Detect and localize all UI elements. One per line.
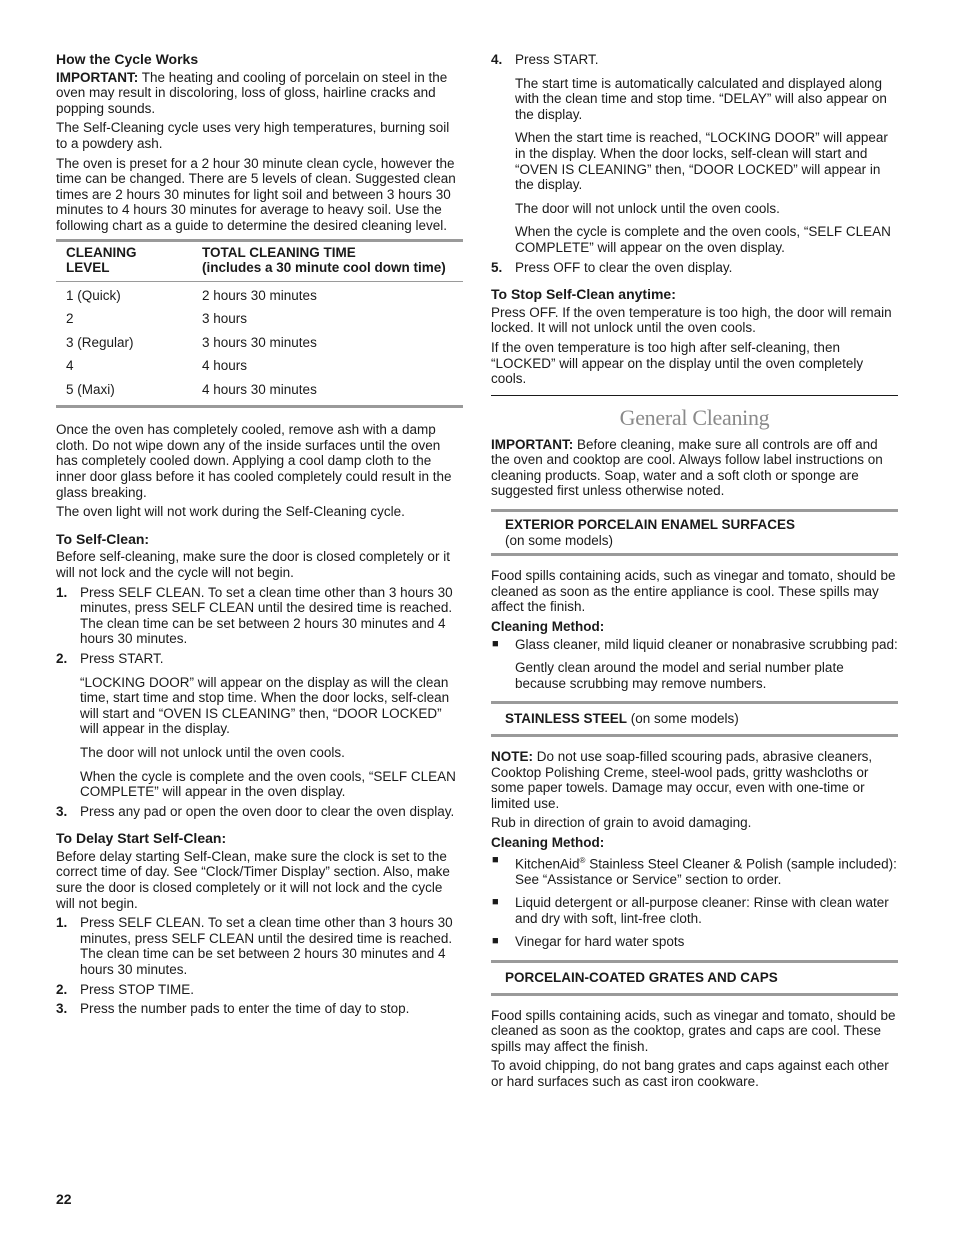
square-bullet-icon: ■ — [492, 935, 499, 948]
level-cell: 3 (Regular) — [66, 334, 134, 350]
table-row — [56, 378, 463, 407]
step-text: The door will not unlock until the oven cools. — [515, 200, 780, 216]
exterior-paragraph: Food spills containing acids, such as vinegar and tomato, should be cleaned as soon as the entire appliance is cool. These spills may affect the finish. — [491, 568, 896, 615]
step-item — [56, 915, 463, 977]
step-text: Press any pad or open the oven door to clear the oven display. — [80, 803, 455, 819]
step-text: Press START. — [80, 650, 164, 666]
list-item: ■ Liquid detergent or all-purpose cleaner: Rinse with clean water and dry with soft, lint-free cloth. — [492, 895, 889, 926]
step-text: Press START. — [515, 52, 599, 67]
level-cell: 4 — [66, 358, 74, 374]
delay-start-steps — [56, 915, 463, 1017]
step-item — [56, 804, 463, 820]
step-text: The start time is automatically calculated and displayed along with the clean time and stop time. “DELAY” will also appear on the display. — [515, 75, 887, 122]
time-cell: 3 hours 30 minutes — [202, 334, 317, 350]
step-item — [56, 585, 463, 647]
step-item — [56, 651, 463, 800]
left-column — [56, 52, 463, 1021]
cleaning-method-label-2: Cleaning Method: — [491, 834, 605, 850]
step-text: When the start time is reached, “LOCKING DOOR” will appear in the display. When the door locks, self-clean will start and “OVEN IS CLEANING” then, “DOOR LOCKED” will appear in the display. — [515, 130, 888, 193]
step-number: 1. — [56, 915, 68, 931]
table-header-row — [56, 240, 463, 281]
step-text: Press the number pads to enter the time of day to stop. — [80, 1001, 410, 1017]
table-row — [56, 307, 463, 331]
square-bullet-icon: ■ — [492, 896, 499, 909]
how-cycle-works-heading: How the Cycle Works — [56, 51, 199, 67]
step-text: Press SELF CLEAN. To set a clean time other than 3 hours 30 minutes, press SELF CLEAN until the desired time is reached. The clean time can be set between 2 hours 30 minutes and 4 hours 30 minutes. — [80, 915, 453, 978]
list-item-text: Glass cleaner, mild liquid cleaner or nonabrasive scrubbing pad: — [515, 636, 898, 652]
stop-paragraph-2: If the oven temperature is too high after self-cleaning, then “LOCKED” will appear on the display until the oven completely cools. — [491, 339, 864, 387]
step-item — [56, 982, 463, 998]
general-cleaning-title: General Cleaning — [619, 404, 770, 430]
time-cell: 2 hours 30 minutes — [202, 287, 317, 303]
important-note: IMPORTANT: The heating and cooling of porcelain on steel in the oven may result in discoloring, loss of gloss, hairline cracks and popping sounds. — [56, 69, 448, 116]
stop-paragraph-1: Press OFF. If the oven temperature is too high, the door will remain locked. It will not unlock until the oven cools. — [491, 304, 892, 336]
step-text: “LOCKING DOOR” will appear on the display as will the clean time, start time and stop time. When the door locks, self-clean will start and “OVEN IS CLEANING” then, “DOOR LOCKED” will appear in the display. — [80, 674, 450, 737]
level-cell: 2 — [66, 311, 74, 327]
time-cell: 3 hours — [202, 311, 248, 327]
table-body — [56, 281, 463, 407]
step-number: 4. — [491, 52, 503, 67]
time-cell: 4 hours 30 minutes — [202, 381, 317, 397]
oven-light-note: The oven light will not work during the Self-Cleaning cycle. — [56, 504, 405, 520]
column-header-time: TOTAL CLEANING TIME (includes a 30 minute cool down time) — [202, 240, 463, 281]
stainless-steel-heading: STAINLESS STEEL — [505, 711, 628, 727]
square-bullet-icon: ■ — [492, 637, 499, 650]
step-number: 2. — [56, 650, 68, 666]
grates-heading: PORCELAIN-COATED GRATES AND CAPS — [505, 970, 778, 986]
section-divider — [491, 395, 898, 396]
exterior-porcelain-subheading: (on some models) — [505, 532, 614, 548]
stainless-steel-subheading: (on some models) — [627, 711, 739, 727]
self-clean-steps — [56, 585, 463, 820]
square-bullet-icon: ■ — [492, 853, 499, 866]
self-clean-intro: Before self-cleaning, make sure the door is closed completely or it will not lock and the cycle will not begin. — [56, 549, 450, 580]
right-column — [491, 52, 898, 1094]
column-header-level: CLEANING LEVEL — [56, 240, 202, 281]
stainless-steel-band — [491, 701, 898, 737]
list-item: ■ KitchenAid® Stainless Steel Cleaner & Polish (sample included): See “Assistance or Service” section to order. — [492, 853, 897, 887]
step-text: When the cycle is complete and the oven cools, “SELF CLEAN COMPLETE” will appear in the oven display. — [80, 768, 456, 800]
page-number: 22 — [56, 1191, 72, 1207]
stop-self-clean-heading: To Stop Self-Clean anytime: — [491, 286, 676, 303]
level-cell: 5 (Maxi) — [66, 381, 115, 397]
cycle-paragraph-2: The oven is preset for a 2 hour 30 minute clean cycle, however the time can be changed. There are 5 levels of clean. Suggested clean times are 2 hours 30 minutes for light soil and between 3 hours 30 minutes to 4 hours 30 minutes for average to heavy soil. Use the following chart as a guide to determine the desired cleaning level. — [56, 155, 456, 233]
self-clean-heading: To Self-Clean: — [56, 530, 150, 547]
step-number: 5. — [491, 259, 503, 275]
list-item — [491, 637, 898, 692]
list-item-text: Gently clean around the model and serial number plate because scrubbing may remove numbers. — [515, 660, 844, 691]
time-cell: 4 hours — [202, 358, 248, 374]
exterior-porcelain-band — [491, 509, 898, 556]
step-text: Press SELF CLEAN. To set a clean time other than 3 hours 30 minutes, press SELF CLEAN until the desired time is reached. The clean time can be set between 2 hours 30 minutes and 4 hours 30 minutes. — [80, 584, 453, 647]
table-row — [56, 281, 463, 307]
general-important-note: IMPORTANT: Before cleaning, make sure all controls are off and the oven and cooktop are cool. Always follow label instructions on cleaning products. Soap, water and a soft cloth or sponge are suggested first unless otherwise noted. — [491, 436, 883, 499]
exterior-method-list — [491, 637, 898, 692]
stainless-note: NOTE: Do not use soap-filled scouring pads, abrasive cleaners, Cooktop Polishing Creme, steel-wool pads, gritty washcloths or some paper towels. Damage may occur, even with one-time or limited use. — [491, 749, 873, 811]
delay-start-intro: Before delay starting Self-Clean, make sure the clock is set to the correct time of day. See “Clock/Timer Display” section. Also, make sure the door is closed completely or it will not lock and the cycle will not begin. — [56, 848, 450, 911]
step-item — [491, 260, 898, 276]
step-text: Press OFF to clear the oven display. — [515, 259, 733, 275]
stainless-grain-note: Rub in direction of grain to avoid damaging. — [491, 815, 752, 831]
step-text: When the cycle is complete and the oven cools, “SELF CLEAN COMPLETE” will appear on the oven display. — [515, 224, 891, 255]
grates-paragraph-2: To avoid chipping, do not bang grates and caps against each other or hard surfaces such as cast iron cookware. — [491, 1058, 889, 1089]
step-number: 3. — [56, 803, 68, 819]
step-number: 2. — [56, 981, 68, 997]
cleaning-method-label: Cleaning Method: — [491, 619, 605, 635]
grates-band — [491, 960, 898, 996]
cooling-paragraph: Once the oven has completely cooled, remove ash with a damp cloth. Do not wipe down any of the inside surfaces until the oven has completely cooled down. Applying a cool damp cloth to the inner door glass before it has cooled completely could result in the glass breaking. — [56, 422, 452, 500]
level-cell: 1 (Quick) — [66, 287, 121, 303]
delay-start-heading: To Delay Start Self-Clean: — [56, 830, 227, 847]
step-item — [56, 1001, 463, 1017]
table-row — [56, 354, 463, 378]
cleaning-level-table — [56, 239, 463, 409]
grates-paragraph-1: Food spills containing acids, such as vinegar and tomato, should be cleaned as soon as the cooktop, grates and caps are cool. These spills may affect the finish. — [491, 1007, 896, 1054]
exterior-porcelain-heading: EXTERIOR PORCELAIN ENAMEL SURFACES — [505, 517, 796, 533]
step-item — [491, 52, 898, 256]
step-number: 3. — [56, 1001, 68, 1017]
step-number: 1. — [56, 584, 68, 600]
cycle-paragraph-1: The Self-Cleaning cycle uses very high temperatures, burning soil to a powdery ash. — [56, 120, 450, 151]
step-text: The door will not unlock until the oven cools. — [80, 744, 345, 760]
list-item: ■ Vinegar for hard water spots — [492, 934, 685, 950]
table-row — [56, 331, 463, 355]
step-text: Press STOP TIME. — [80, 981, 195, 997]
stainless-method-list — [491, 853, 898, 950]
delay-start-steps-continued — [491, 52, 898, 275]
